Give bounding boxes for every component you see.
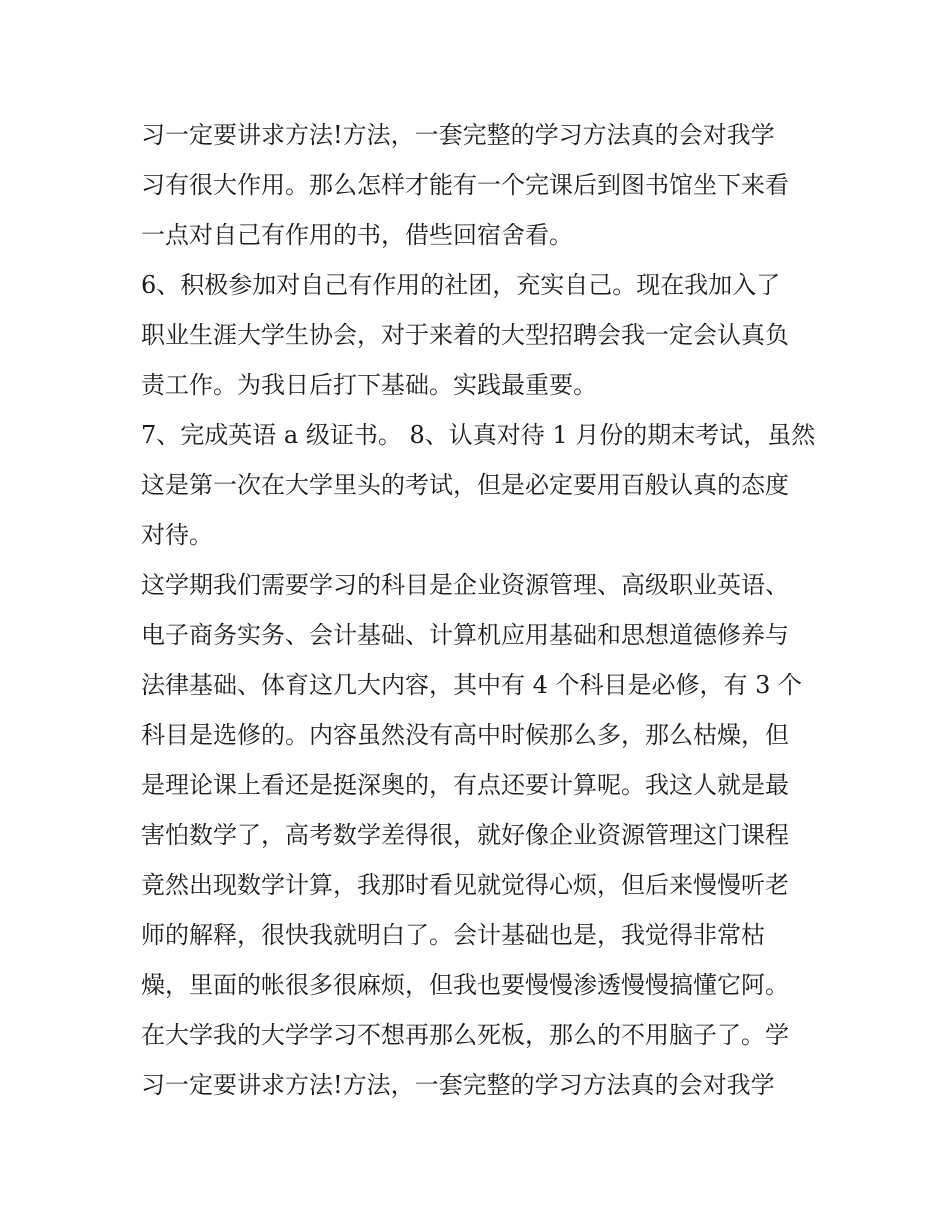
- text-line: 习一定要讲求方法!方法，一套完整的学习方法真的会对我学: [141, 121, 775, 149]
- text-line: 电子商务实务、会计基础、计算机应用基础和思想道德修养与: [141, 621, 789, 649]
- text-line: 7、完成英语 a 级证书。 8、认真对待 1 月份的期末考试，虽然: [141, 421, 816, 449]
- text-line: 6、积极参加对自己有作用的社团，充实自己。现在我加入了: [141, 271, 781, 299]
- text-line: 责工作。为我日后打下基础。实践最重要。: [141, 371, 597, 399]
- text-line: 是理论课上看还是挺深奥的，有点还要计算呢。我这人就是最: [141, 771, 789, 799]
- text-line: 在大学我的大学学习不想再那么死板，那么的不用脑子了。学: [141, 1021, 789, 1049]
- text-line: 职业生涯大学生协会，对于来着的大型招聘会我一定会认真负: [141, 321, 789, 349]
- text-line: 科目是选修的。内容虽然没有高中时候那么多，那么枯燥，但: [141, 721, 789, 749]
- text-line: 对待。: [141, 521, 213, 549]
- text-line: 燥，里面的帐很多很麻烦，但我也要慢慢渗透慢慢搞懂它阿。: [141, 971, 789, 999]
- text-line: 习有很大作用。那么怎样才能有一个完课后到图书馆坐下来看: [141, 171, 789, 199]
- document-body: [141, 110, 831, 1110]
- text-line: 这是第一次在大学里头的考试，但是必定要用百般认真的态度: [141, 471, 789, 499]
- text-line: 害怕数学了，高考数学差得很，就好像企业资源管理这门课程: [141, 821, 789, 849]
- text-line: 法律基础、体育这几大内容，其中有 4 个科目是必修，有 3 个: [141, 671, 803, 699]
- text-line: 习一定要讲求方法!方法，一套完整的学习方法真的会对我学: [141, 1071, 775, 1099]
- text-line: 一点对自己有作用的书，借些回宿舍看。: [141, 221, 573, 249]
- text-line: 竟然出现数学计算，我那时看见就觉得心烦，但后来慢慢听老: [141, 871, 789, 899]
- text-line: 这学期我们需要学习的科目是企业资源管理、高级职业英语、: [141, 571, 789, 599]
- text-line: 师的解释，很快我就明白了。会计基础也是，我觉得非常枯: [141, 921, 765, 949]
